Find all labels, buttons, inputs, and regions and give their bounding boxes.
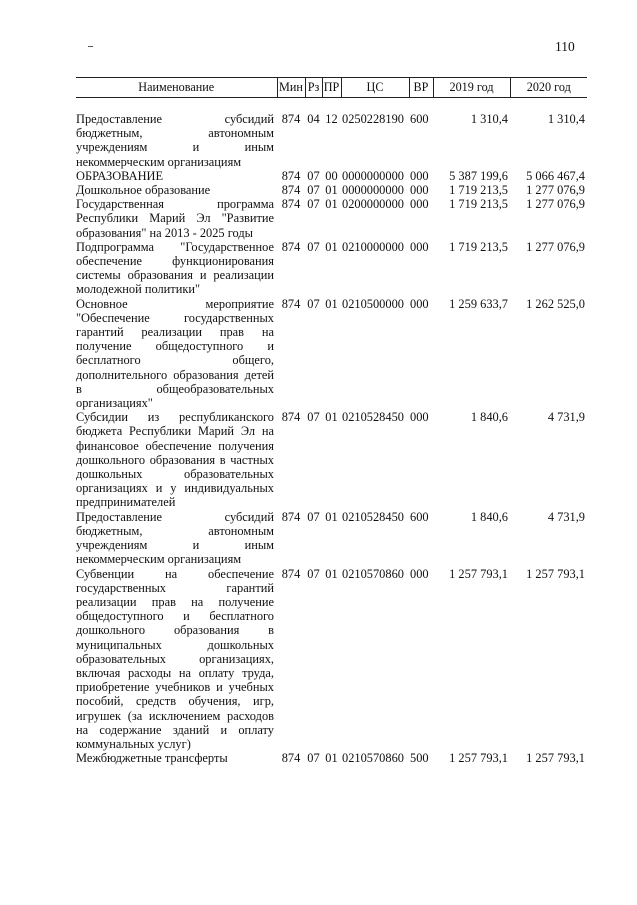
table-row xyxy=(76,183,587,197)
row-2020: 4 731,9 xyxy=(547,410,585,425)
row-cs: 0200000000 xyxy=(342,197,404,212)
row-pr: 01 xyxy=(325,197,338,212)
row-vr: 600 xyxy=(410,509,429,524)
row-2019: 1 840,6 xyxy=(470,509,508,524)
header-2020: 2020 год xyxy=(510,78,587,98)
row-min: 874 xyxy=(281,197,301,212)
row-rz: 07 xyxy=(307,509,320,524)
row-min: 874 xyxy=(281,183,301,198)
header-cs: ЦС xyxy=(341,78,409,98)
row-pr: 01 xyxy=(325,509,338,524)
row-name: ОБРАЗОВАНИЕ xyxy=(76,168,164,183)
table-row xyxy=(76,510,587,567)
row-rz: 07 xyxy=(307,239,320,254)
row-rz: 07 xyxy=(307,566,320,581)
row-2020: 5 066 467,4 xyxy=(526,168,585,183)
row-min: 874 xyxy=(281,566,301,581)
table-row xyxy=(76,751,587,765)
row-vr: 000 xyxy=(410,239,429,254)
row-pr: 01 xyxy=(325,296,338,311)
header-pr: ПР xyxy=(322,78,341,98)
row-2019: 1 257 793,1 xyxy=(449,566,508,581)
header-2019: 2019 год xyxy=(433,78,510,98)
row-2019: 1 257 793,1 xyxy=(449,751,508,766)
row-vr: 600 xyxy=(410,112,429,126)
table-row xyxy=(76,112,587,169)
row-min: 874 xyxy=(281,509,301,524)
row-min: 874 xyxy=(281,239,301,254)
row-rz: 04 xyxy=(307,112,320,126)
row-name: Субвенции на обеспечение государственных гарантий реализации прав на получение общедоступного и бесплатного дошкольного образования в муниципальных дошкольных образовательных организациях, включая расходы на оплату труда, приобретение учебников и учебных пособий, средств обучения, игр, игрушек (за исключением расходов на содержание зданий и оплату коммунальных услуг) xyxy=(76,566,274,751)
header-rz: Рз xyxy=(305,78,322,98)
row-pr: 12 xyxy=(325,112,338,126)
row-vr: 000 xyxy=(410,168,429,183)
row-vr: 000 xyxy=(410,183,429,198)
row-cs: 0210500000 xyxy=(342,296,404,311)
table-row xyxy=(76,240,587,297)
row-min: 874 xyxy=(281,168,301,183)
row-cs: 0210528450 xyxy=(342,509,404,524)
row-2019: 5 387 199,6 xyxy=(449,168,508,183)
row-rz: 07 xyxy=(307,183,320,198)
row-2020: 4 731,9 xyxy=(547,509,585,524)
header-min: Мин xyxy=(277,78,305,98)
row-cs: 0000000000 xyxy=(342,168,404,183)
row-2019: 1 840,6 xyxy=(470,410,508,425)
row-pr: 01 xyxy=(325,410,338,425)
table-row xyxy=(76,297,587,411)
row-vr: 000 xyxy=(410,296,429,311)
budget-table xyxy=(76,77,587,765)
table-row xyxy=(76,169,587,183)
row-rz: 07 xyxy=(307,296,320,311)
row-pr: 01 xyxy=(325,751,338,766)
header-name: Наименование xyxy=(76,78,277,98)
row-2020: 1 277 076,9 xyxy=(526,183,585,198)
table-row xyxy=(76,197,587,240)
row-2020: 1 277 076,9 xyxy=(526,239,585,254)
row-cs: 0210570860 xyxy=(342,566,404,581)
row-rz: 07 xyxy=(307,410,320,425)
table-row xyxy=(76,410,587,509)
row-vr: 000 xyxy=(410,566,429,581)
row-name: Подпрограмма "Государственное обеспечение функционирования системы образования и реализации молодежной политики" xyxy=(76,239,274,297)
row-name: Субсидии из республиканского бюджета Республики Марий Эл на финансовое обеспечение получения дошкольного образования в частных дошкольных образовательных организациях и у индивидуальных предпринимателей xyxy=(76,410,274,510)
row-pr: 01 xyxy=(325,239,338,254)
row-2019: 1 310,4 xyxy=(470,112,508,126)
row-cs: 0000000000 xyxy=(342,183,404,198)
page-number: 110 xyxy=(555,39,575,54)
row-cs: 0250228190 xyxy=(342,112,404,126)
row-2019: 1 719 213,5 xyxy=(449,239,508,254)
row-vr: 500 xyxy=(410,751,429,766)
row-2019: 1 719 213,5 xyxy=(449,183,508,198)
row-name: Государственная программа Республики Марий Эл "Развитие образования" на 2013 - 2025 годы xyxy=(76,197,274,240)
row-2019: 1 259 633,7 xyxy=(449,296,508,311)
row-cs: 0210000000 xyxy=(342,239,404,254)
row-name: Дошкольное образование xyxy=(76,183,211,198)
row-cs: 0210570860 xyxy=(342,751,404,766)
table-header-row xyxy=(76,78,587,98)
row-2020: 1 277 076,9 xyxy=(526,197,585,212)
row-min: 874 xyxy=(281,410,301,425)
row-2020: 1 257 793,1 xyxy=(526,566,585,581)
row-2019: 1 719 213,5 xyxy=(449,197,508,212)
row-rz: 07 xyxy=(307,168,320,183)
row-min: 874 xyxy=(281,751,301,766)
row-min: 874 xyxy=(281,296,301,311)
margin-mark xyxy=(88,46,93,47)
row-name: Межбюджетные трансферты xyxy=(76,751,228,766)
row-name: Предоставление субсидий бюджетным, автономным учреждениям и иным некоммерческим организациям xyxy=(76,509,274,567)
row-name: Основное мероприятие "Обеспечение государственных гарантий реализации прав на получение общедоступного и бесплатного общего, дополнительного образования детей в общеобразовательных организациях" xyxy=(76,296,274,411)
row-pr: 01 xyxy=(325,566,338,581)
row-2020: 1 262 525,0 xyxy=(526,296,585,311)
row-pr: 01 xyxy=(325,183,338,198)
row-min: 874 xyxy=(281,112,301,126)
header-vr: ВР xyxy=(409,78,433,98)
row-cs: 0210528450 xyxy=(342,410,404,425)
row-rz: 07 xyxy=(307,197,320,212)
row-pr: 00 xyxy=(325,168,338,183)
table-row xyxy=(76,567,587,752)
row-name: Предоставление субсидий бюджетным, автономным учреждениям и иным некоммерческим организациям xyxy=(76,112,274,169)
row-2020: 1 257 793,1 xyxy=(526,751,585,766)
row-rz: 07 xyxy=(307,751,320,766)
row-2020: 1 310,4 xyxy=(547,112,585,126)
row-vr: 000 xyxy=(410,410,429,425)
row-vr: 000 xyxy=(410,197,429,212)
